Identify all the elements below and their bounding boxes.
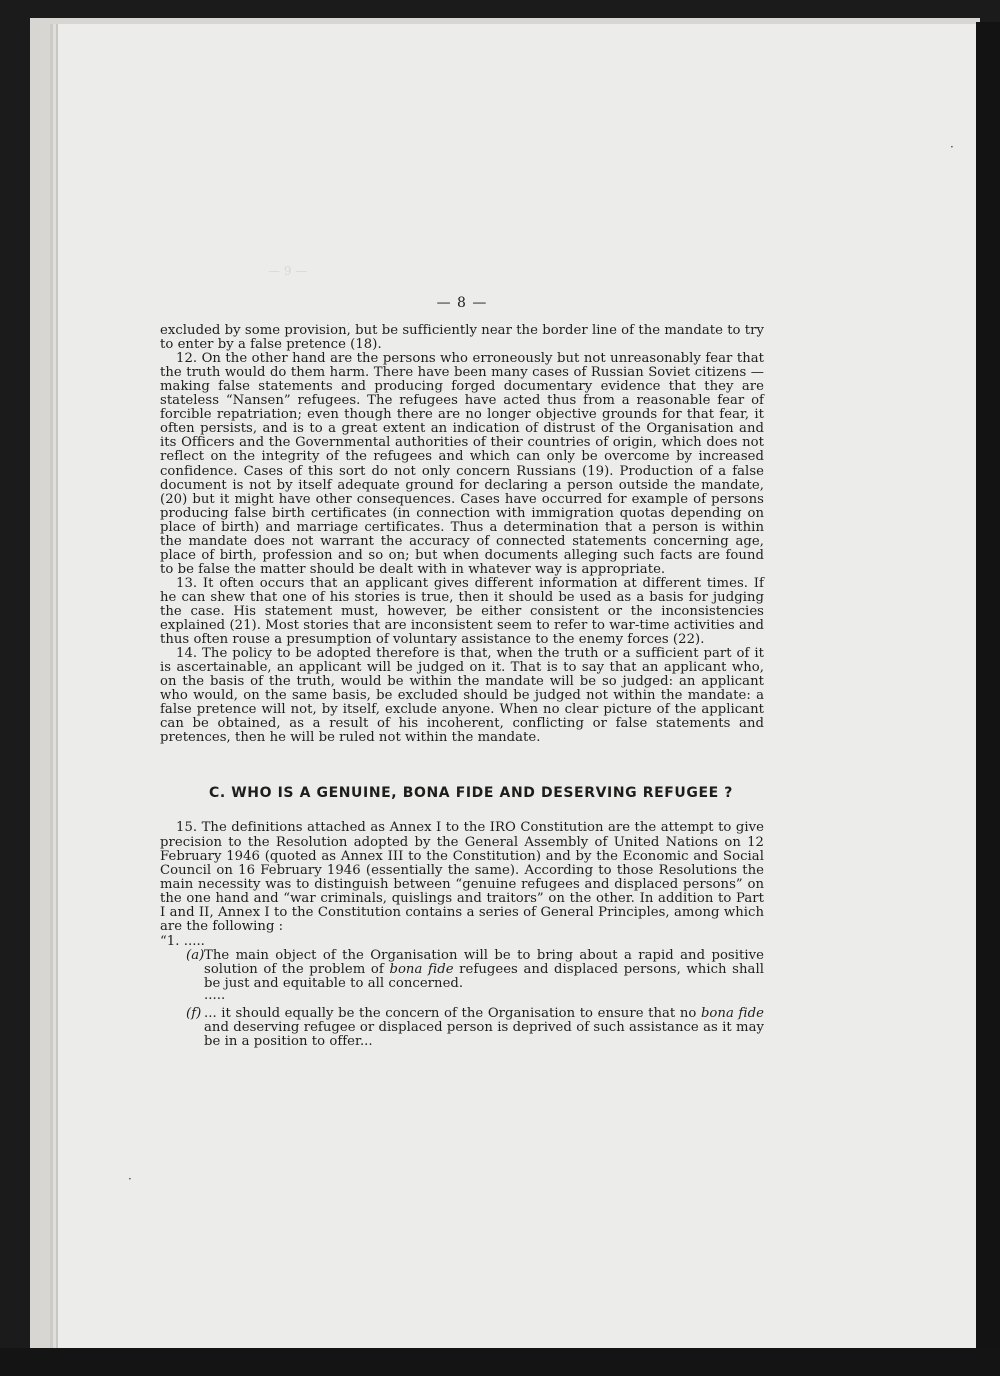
- item-f-text-after: and deserving refugee or displaced person is deprived of such assistance as it may be in a position to offer...: [204, 1020, 764, 1050]
- paragraph-15: 15. The definitions attached as Annex I to the IRO Constitution are the attempt to give precision to the Resolution adopted by the General Assembly of United Nations on 12 February 1946 (quoted as Annex III to the Constitution) and by the Economic and Social Council on 16 February 1946 (essentially the same). According to those Resolutions the main necessity was to distinguish between “genuine refugees and displaced persons” on the one hand and “war criminals, quislings and traitors” on the other. In addition to Part I and II, Annex I to the Constitution contains a series of General Principles, among which are the following :: [160, 820, 764, 934]
- section-heading: C. WHO IS A GENUINE, BONA FIDE AND DESERVING REFUGEE ?: [209, 785, 733, 802]
- paragraph-continued: excluded by some provision, but be sufficiently near the border line of the mandate to try to enter by a false pretence (18).: [160, 323, 764, 353]
- scan-edge-bottom: [0, 1348, 1000, 1376]
- page-number: — 8 —: [436, 295, 488, 311]
- item-a-text-before: The main object of the Organisation will be to bring about a rapid and positive solution of the problem of: [204, 947, 764, 977]
- item-a-marker: (a): [186, 947, 205, 963]
- item-f-marker: (f): [186, 1006, 202, 1022]
- paragraph-12: 12. On the other hand are the persons who erroneously but not unreasonably fear that the truth would do them harm. There have been many cases of Russian Soviet citizens — making false statements and producing forged documentary evidence that they are stateless “Nansen” refugees. The refugees have acted thus from a reasonable fear of forcible repatriation; even though there are no longer objective grounds for that fear, it often persists, and is to a great extent an indication of distrust of the Organisation and its Officers and the Governmental authorities of their countries of origin, which does not reflect on the integrity of the refugees and which can only be overcome by increased confidence. Cases of this sort do not only concern Russians (19). Production of a false document is not by itself adequate ground for declaring a person outside the mandate, (20) but it might have other consequences. Cases have occurred for example of persons producing false birth certificates (in connection with immigration quotas depending on place of birth) and marriage certificates. Thus a determination that a person is within the mandate does not warrant the accuracy of connected statements concerning age, place of birth, profession and so on; but when documents alleging such facts are found to be false the matter should be dealt with in whatever way is appropriate.: [160, 351, 764, 577]
- stray-mark: ·: [950, 140, 954, 154]
- item-a-italic: bona fide: [389, 961, 454, 977]
- page-content: [160, 296, 764, 1049]
- quote-opening: “1. .....: [160, 933, 205, 949]
- paragraph-13: 13. It often occurs that an applicant gives different information at different times. If he can shew that one of his stories is true, then it should be used as a basis for judging the case. His statement must, however, be either consistent or the inconsistencies explained (21). Most stories that are inconsistent seem to refer to war-time activities and thus often rouse a presumption of voluntary assistance to the enemy forces (22).: [160, 575, 764, 648]
- stray-mark: ·: [128, 1172, 132, 1186]
- scan-edge-right: [976, 22, 1000, 1376]
- quote-item-a: [160, 949, 764, 991]
- item-f-italic: bona fide: [700, 1006, 764, 1022]
- item-f-text-before: ... it should equally be the concern of the Organisation to ensure that no: [204, 1006, 701, 1022]
- bleed-through-text: — 9 —: [268, 264, 308, 278]
- quote-item-f: [160, 1007, 764, 1049]
- quote-ellipsis: .....: [204, 988, 226, 1004]
- paragraph-14: 14. The policy to be adopted therefore is that, when the truth or a sufficient part of it is ascertainable, an applicant will be judged on it. That is to say that an applicant who, on the basis of the truth, would be within the mandate will be so judged: an applicant who would, on the same basis, be excluded should be judged not within the mandate: a false pretence will not, by itself, exclude anyone. When no clear picture of the applicant can be obtained, as a result of his incoherent, conflicting or false statements and pretences, then he will be ruled not within the mandate.: [160, 646, 764, 746]
- item-a-text-after: refugees and displaced persons, which shall be just and equitable to all concerned.: [204, 961, 764, 991]
